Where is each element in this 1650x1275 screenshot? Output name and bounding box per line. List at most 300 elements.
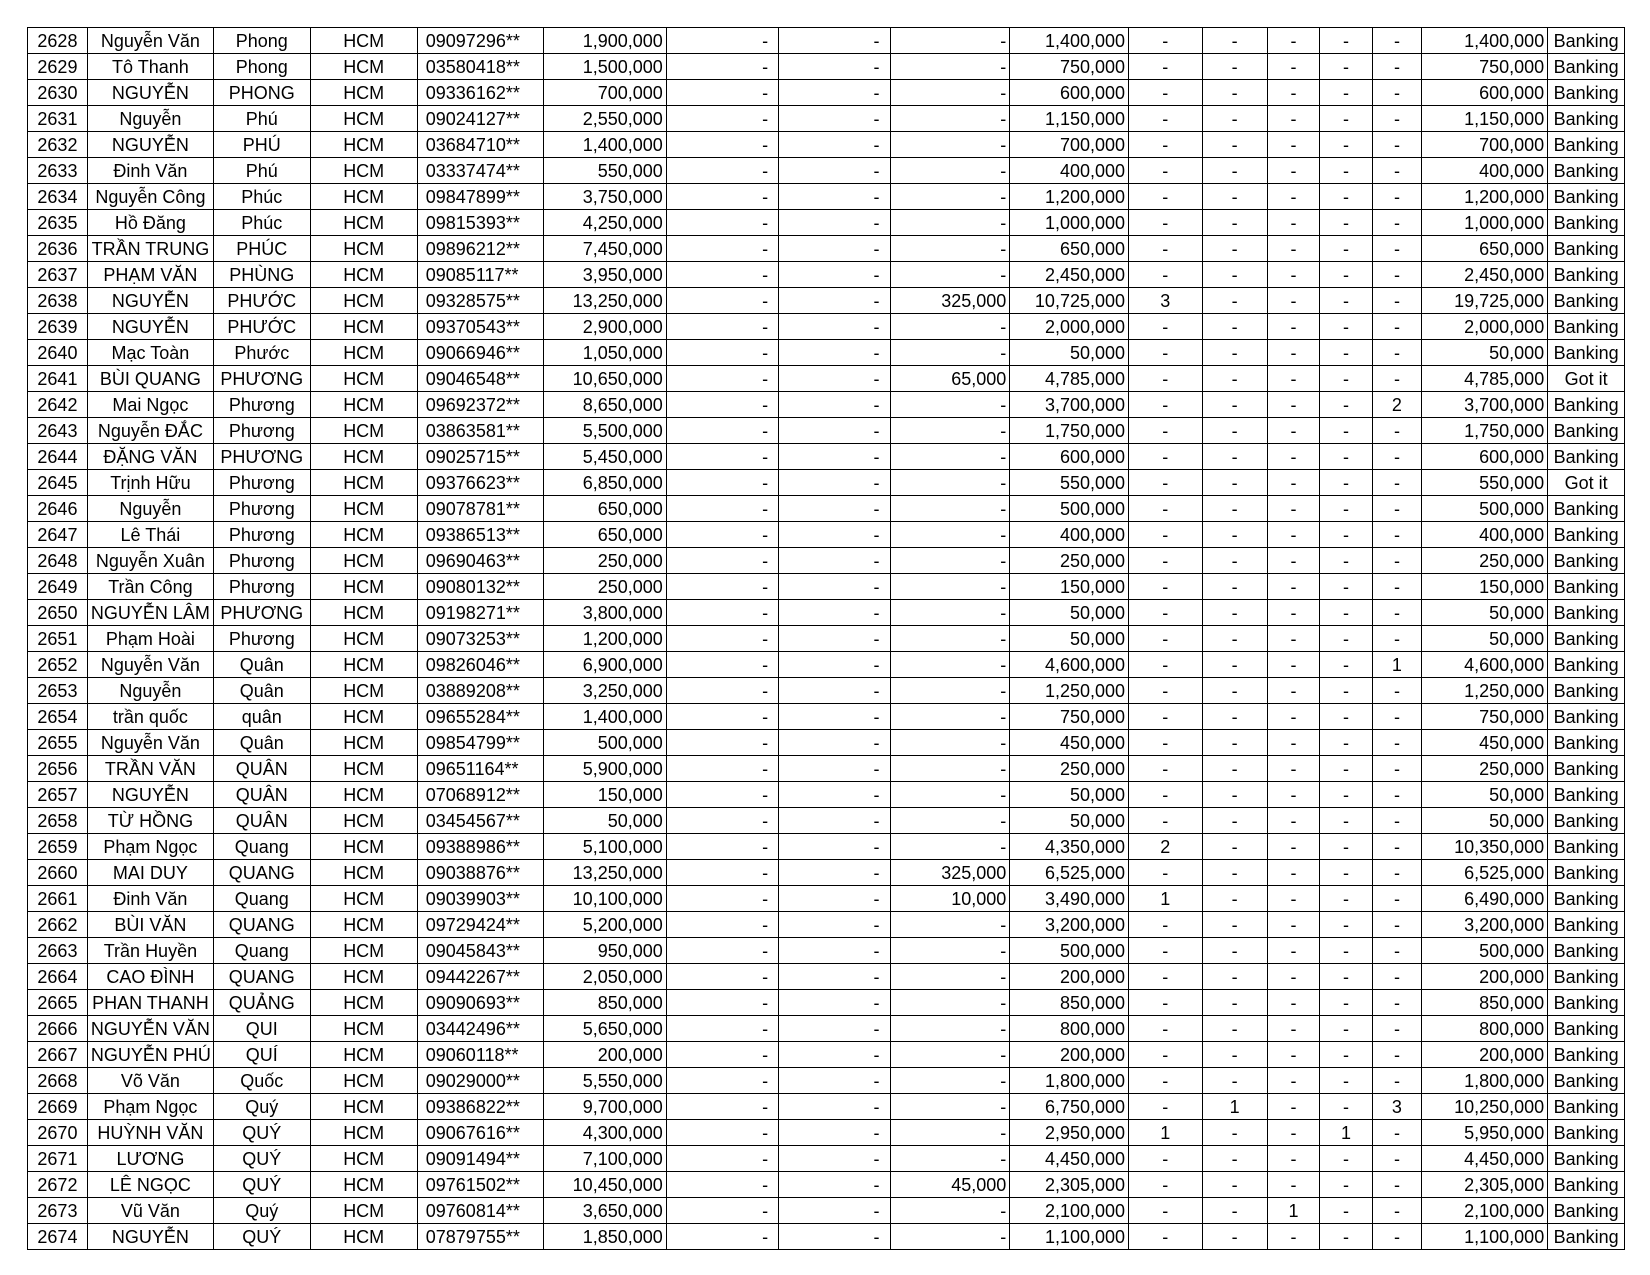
col-8-cell: - bbox=[779, 106, 890, 132]
extra-2-cell: - bbox=[1202, 236, 1267, 262]
given-name-cell: Quang bbox=[213, 886, 310, 912]
paid-amount-cell: 850,000 bbox=[1010, 990, 1129, 1016]
amount-cell: 1,200,000 bbox=[543, 626, 666, 652]
payment-method-cell: Banking bbox=[1548, 262, 1625, 288]
given-name-cell: QUÂN bbox=[213, 808, 310, 834]
extra-1-cell: - bbox=[1129, 756, 1203, 782]
phone-cell: 09376623** bbox=[417, 470, 543, 496]
extra-4-cell: - bbox=[1320, 730, 1373, 756]
extra-2-cell: - bbox=[1202, 54, 1267, 80]
extra-3-cell: - bbox=[1267, 80, 1320, 106]
payment-method-cell: Banking bbox=[1548, 756, 1625, 782]
extra-5-cell: - bbox=[1372, 600, 1421, 626]
table-row bbox=[28, 600, 1625, 626]
deduction-cell: - bbox=[890, 756, 1010, 782]
city-cell: HCM bbox=[310, 340, 417, 366]
payment-method-cell: Banking bbox=[1548, 1120, 1625, 1146]
row-number-cell: 2662 bbox=[28, 912, 88, 938]
extra-5-cell: - bbox=[1372, 834, 1421, 860]
table-row bbox=[28, 938, 1625, 964]
surname-cell: Nguyễn Xuân bbox=[87, 548, 213, 574]
total-cell: 50,000 bbox=[1422, 626, 1548, 652]
amount-cell: 850,000 bbox=[543, 990, 666, 1016]
phone-cell: 09078781** bbox=[417, 496, 543, 522]
city-cell: HCM bbox=[310, 704, 417, 730]
amount-cell: 5,450,000 bbox=[543, 444, 666, 470]
extra-1-cell: - bbox=[1129, 782, 1203, 808]
extra-5-cell: - bbox=[1372, 626, 1421, 652]
col-8-cell: - bbox=[779, 860, 890, 886]
extra-5-cell: - bbox=[1372, 782, 1421, 808]
city-cell: HCM bbox=[310, 652, 417, 678]
deduction-cell: - bbox=[890, 522, 1010, 548]
table-row bbox=[28, 1198, 1625, 1224]
extra-3-cell: - bbox=[1267, 756, 1320, 782]
city-cell: HCM bbox=[310, 574, 417, 600]
paid-amount-cell: 4,600,000 bbox=[1010, 652, 1129, 678]
amount-cell: 200,000 bbox=[543, 1042, 666, 1068]
given-name-cell: QUẢNG bbox=[213, 990, 310, 1016]
total-cell: 4,785,000 bbox=[1422, 366, 1548, 392]
extra-3-cell: - bbox=[1267, 652, 1320, 678]
deduction-cell: - bbox=[890, 236, 1010, 262]
phone-cell: 09039903** bbox=[417, 886, 543, 912]
extra-3-cell: - bbox=[1267, 522, 1320, 548]
payment-method-cell: Banking bbox=[1548, 1146, 1625, 1172]
extra-5-cell: - bbox=[1372, 990, 1421, 1016]
col-8-cell: - bbox=[779, 28, 890, 54]
col-7-cell: - bbox=[666, 1016, 778, 1042]
extra-4-cell: - bbox=[1320, 132, 1373, 158]
payment-method-cell: Banking bbox=[1548, 444, 1625, 470]
extra-5-cell: - bbox=[1372, 496, 1421, 522]
payment-method-cell: Banking bbox=[1548, 496, 1625, 522]
table-row bbox=[28, 808, 1625, 834]
paid-amount-cell: 500,000 bbox=[1010, 938, 1129, 964]
col-8-cell: - bbox=[779, 730, 890, 756]
extra-4-cell: - bbox=[1320, 80, 1373, 106]
deduction-cell: - bbox=[890, 782, 1010, 808]
table-row bbox=[28, 262, 1625, 288]
col-8-cell: - bbox=[779, 496, 890, 522]
surname-cell: NGUYỄN bbox=[87, 314, 213, 340]
extra-4-cell: - bbox=[1320, 1068, 1373, 1094]
col-7-cell: - bbox=[666, 548, 778, 574]
extra-2-cell: - bbox=[1202, 262, 1267, 288]
table-row bbox=[28, 1224, 1625, 1250]
amount-cell: 7,100,000 bbox=[543, 1146, 666, 1172]
phone-cell: 03580418** bbox=[417, 54, 543, 80]
given-name-cell: Phúc bbox=[213, 184, 310, 210]
deduction-cell: - bbox=[890, 574, 1010, 600]
extra-1-cell: - bbox=[1129, 548, 1203, 574]
extra-3-cell: - bbox=[1267, 392, 1320, 418]
col-8-cell: - bbox=[779, 678, 890, 704]
col-8-cell: - bbox=[779, 886, 890, 912]
row-number-cell: 2663 bbox=[28, 938, 88, 964]
paid-amount-cell: 500,000 bbox=[1010, 496, 1129, 522]
deduction-cell: - bbox=[890, 652, 1010, 678]
amount-cell: 5,100,000 bbox=[543, 834, 666, 860]
amount-cell: 3,650,000 bbox=[543, 1198, 666, 1224]
row-number-cell: 2645 bbox=[28, 470, 88, 496]
payment-method-cell: Banking bbox=[1548, 54, 1625, 80]
extra-2-cell: - bbox=[1202, 860, 1267, 886]
amount-cell: 9,700,000 bbox=[543, 1094, 666, 1120]
col-7-cell: - bbox=[666, 860, 778, 886]
col-7-cell: - bbox=[666, 288, 778, 314]
extra-3-cell: - bbox=[1267, 314, 1320, 340]
extra-3-cell: - bbox=[1267, 1094, 1320, 1120]
deduction-cell: - bbox=[890, 184, 1010, 210]
amount-cell: 5,200,000 bbox=[543, 912, 666, 938]
amount-cell: 4,300,000 bbox=[543, 1120, 666, 1146]
extra-1-cell: - bbox=[1129, 574, 1203, 600]
extra-3-cell: - bbox=[1267, 236, 1320, 262]
amount-cell: 500,000 bbox=[543, 730, 666, 756]
extra-1-cell: - bbox=[1129, 938, 1203, 964]
row-number-cell: 2674 bbox=[28, 1224, 88, 1250]
extra-2-cell: - bbox=[1202, 470, 1267, 496]
phone-cell: 09826046** bbox=[417, 652, 543, 678]
col-8-cell: - bbox=[779, 522, 890, 548]
extra-5-cell: - bbox=[1372, 1120, 1421, 1146]
extra-4-cell: - bbox=[1320, 1016, 1373, 1042]
extra-4-cell: - bbox=[1320, 236, 1373, 262]
extra-3-cell: - bbox=[1267, 1120, 1320, 1146]
row-number-cell: 2628 bbox=[28, 28, 88, 54]
payment-method-cell: Got it bbox=[1548, 366, 1625, 392]
col-8-cell: - bbox=[779, 782, 890, 808]
extra-1-cell: - bbox=[1129, 626, 1203, 652]
extra-2-cell: - bbox=[1202, 938, 1267, 964]
amount-cell: 950,000 bbox=[543, 938, 666, 964]
col-7-cell: - bbox=[666, 1068, 778, 1094]
total-cell: 3,200,000 bbox=[1422, 912, 1548, 938]
col-7-cell: - bbox=[666, 314, 778, 340]
amount-cell: 5,900,000 bbox=[543, 756, 666, 782]
row-number-cell: 2654 bbox=[28, 704, 88, 730]
phone-cell: 09692372** bbox=[417, 392, 543, 418]
city-cell: HCM bbox=[310, 860, 417, 886]
deduction-cell: - bbox=[890, 1120, 1010, 1146]
amount-cell: 10,100,000 bbox=[543, 886, 666, 912]
phone-cell: 09815393** bbox=[417, 210, 543, 236]
extra-2-cell: - bbox=[1202, 990, 1267, 1016]
surname-cell: NGUYỄN LÂM bbox=[87, 600, 213, 626]
table-row bbox=[28, 418, 1625, 444]
payment-method-cell: Banking bbox=[1548, 210, 1625, 236]
total-cell: 600,000 bbox=[1422, 444, 1548, 470]
phone-cell: 09025715** bbox=[417, 444, 543, 470]
col-7-cell: - bbox=[666, 444, 778, 470]
extra-2-cell: - bbox=[1202, 184, 1267, 210]
payment-method-cell: Banking bbox=[1548, 1068, 1625, 1094]
amount-cell: 7,450,000 bbox=[543, 236, 666, 262]
extra-4-cell: - bbox=[1320, 678, 1373, 704]
city-cell: HCM bbox=[310, 782, 417, 808]
phone-cell: 03442496** bbox=[417, 1016, 543, 1042]
payment-method-cell: Banking bbox=[1548, 574, 1625, 600]
table-row bbox=[28, 1016, 1625, 1042]
table-row bbox=[28, 1172, 1625, 1198]
paid-amount-cell: 450,000 bbox=[1010, 730, 1129, 756]
surname-cell: NGUYỄN bbox=[87, 132, 213, 158]
extra-2-cell: - bbox=[1202, 522, 1267, 548]
city-cell: HCM bbox=[310, 444, 417, 470]
extra-3-cell: - bbox=[1267, 834, 1320, 860]
given-name-cell: quân bbox=[213, 704, 310, 730]
paid-amount-cell: 200,000 bbox=[1010, 1042, 1129, 1068]
table-row bbox=[28, 548, 1625, 574]
extra-4-cell: - bbox=[1320, 808, 1373, 834]
amount-cell: 2,050,000 bbox=[543, 964, 666, 990]
col-7-cell: - bbox=[666, 1198, 778, 1224]
surname-cell: BÙI VĂN bbox=[87, 912, 213, 938]
extra-3-cell: - bbox=[1267, 574, 1320, 600]
surname-cell: Nguyễn ĐẮC bbox=[87, 418, 213, 444]
amount-cell: 6,900,000 bbox=[543, 652, 666, 678]
deduction-cell: - bbox=[890, 678, 1010, 704]
col-8-cell: - bbox=[779, 1068, 890, 1094]
col-8-cell: - bbox=[779, 912, 890, 938]
amount-cell: 2,900,000 bbox=[543, 314, 666, 340]
city-cell: HCM bbox=[310, 184, 417, 210]
phone-cell: 09073253** bbox=[417, 626, 543, 652]
extra-4-cell: - bbox=[1320, 522, 1373, 548]
extra-3-cell: - bbox=[1267, 340, 1320, 366]
extra-1-cell: - bbox=[1129, 314, 1203, 340]
col-8-cell: - bbox=[779, 418, 890, 444]
extra-5-cell: - bbox=[1372, 132, 1421, 158]
col-8-cell: - bbox=[779, 236, 890, 262]
paid-amount-cell: 10,725,000 bbox=[1010, 288, 1129, 314]
extra-4-cell: - bbox=[1320, 652, 1373, 678]
extra-4-cell: - bbox=[1320, 1224, 1373, 1250]
given-name-cell: Quý bbox=[213, 1198, 310, 1224]
extra-1-cell: - bbox=[1129, 366, 1203, 392]
row-number-cell: 2649 bbox=[28, 574, 88, 600]
given-name-cell: PHƯƠNG bbox=[213, 366, 310, 392]
given-name-cell: Phương bbox=[213, 548, 310, 574]
payment-method-cell: Banking bbox=[1548, 340, 1625, 366]
paid-amount-cell: 250,000 bbox=[1010, 548, 1129, 574]
total-cell: 1,150,000 bbox=[1422, 106, 1548, 132]
extra-5-cell: 2 bbox=[1372, 392, 1421, 418]
given-name-cell: QUANG bbox=[213, 964, 310, 990]
table-row bbox=[28, 626, 1625, 652]
col-8-cell: - bbox=[779, 470, 890, 496]
city-cell: HCM bbox=[310, 314, 417, 340]
extra-1-cell: - bbox=[1129, 236, 1203, 262]
paid-amount-cell: 2,450,000 bbox=[1010, 262, 1129, 288]
deduction-cell: - bbox=[890, 1146, 1010, 1172]
extra-2-cell: - bbox=[1202, 28, 1267, 54]
amount-cell: 1,900,000 bbox=[543, 28, 666, 54]
extra-1-cell: - bbox=[1129, 106, 1203, 132]
col-7-cell: - bbox=[666, 470, 778, 496]
surname-cell: LƯƠNG bbox=[87, 1146, 213, 1172]
col-7-cell: - bbox=[666, 392, 778, 418]
extra-1-cell: - bbox=[1129, 262, 1203, 288]
city-cell: HCM bbox=[310, 756, 417, 782]
deduction-cell: - bbox=[890, 912, 1010, 938]
extra-5-cell: - bbox=[1372, 262, 1421, 288]
extra-3-cell: - bbox=[1267, 54, 1320, 80]
row-number-cell: 2653 bbox=[28, 678, 88, 704]
given-name-cell: Phong bbox=[213, 54, 310, 80]
deduction-cell: - bbox=[890, 80, 1010, 106]
given-name-cell: PHƯƠNG bbox=[213, 444, 310, 470]
paid-amount-cell: 1,800,000 bbox=[1010, 1068, 1129, 1094]
payment-method-cell: Banking bbox=[1548, 1042, 1625, 1068]
city-cell: HCM bbox=[310, 236, 417, 262]
deduction-cell: - bbox=[890, 1224, 1010, 1250]
extra-2-cell: - bbox=[1202, 808, 1267, 834]
extra-5-cell: - bbox=[1372, 1198, 1421, 1224]
surname-cell: Nguyễn Văn bbox=[87, 652, 213, 678]
payment-method-cell: Banking bbox=[1548, 860, 1625, 886]
table-row bbox=[28, 1042, 1625, 1068]
surname-cell: Tô Thanh bbox=[87, 54, 213, 80]
extra-3-cell: - bbox=[1267, 600, 1320, 626]
amount-cell: 5,550,000 bbox=[543, 1068, 666, 1094]
col-8-cell: - bbox=[779, 340, 890, 366]
extra-2-cell: - bbox=[1202, 1016, 1267, 1042]
deduction-cell: - bbox=[890, 132, 1010, 158]
given-name-cell: Quốc bbox=[213, 1068, 310, 1094]
extra-4-cell: - bbox=[1320, 28, 1373, 54]
city-cell: HCM bbox=[310, 964, 417, 990]
extra-5-cell: - bbox=[1372, 1068, 1421, 1094]
extra-5-cell: - bbox=[1372, 470, 1421, 496]
paid-amount-cell: 50,000 bbox=[1010, 782, 1129, 808]
col-7-cell: - bbox=[666, 1146, 778, 1172]
col-8-cell: - bbox=[779, 834, 890, 860]
amount-cell: 150,000 bbox=[543, 782, 666, 808]
amount-cell: 3,750,000 bbox=[543, 184, 666, 210]
phone-cell: 09066946** bbox=[417, 340, 543, 366]
extra-2-cell: - bbox=[1202, 314, 1267, 340]
extra-4-cell: - bbox=[1320, 54, 1373, 80]
total-cell: 600,000 bbox=[1422, 80, 1548, 106]
extra-5-cell: - bbox=[1372, 1016, 1421, 1042]
col-8-cell: - bbox=[779, 1224, 890, 1250]
paid-amount-cell: 1,250,000 bbox=[1010, 678, 1129, 704]
extra-4-cell: - bbox=[1320, 210, 1373, 236]
extra-3-cell: - bbox=[1267, 106, 1320, 132]
table-row bbox=[28, 730, 1625, 756]
row-number-cell: 2629 bbox=[28, 54, 88, 80]
extra-1-cell: - bbox=[1129, 1146, 1203, 1172]
row-number-cell: 2636 bbox=[28, 236, 88, 262]
phone-cell: 09760814** bbox=[417, 1198, 543, 1224]
extra-4-cell: - bbox=[1320, 548, 1373, 574]
surname-cell: TRẦN VĂN bbox=[87, 756, 213, 782]
payment-method-cell: Banking bbox=[1548, 80, 1625, 106]
row-number-cell: 2657 bbox=[28, 782, 88, 808]
col-8-cell: - bbox=[779, 288, 890, 314]
deduction-cell: - bbox=[890, 548, 1010, 574]
extra-3-cell: - bbox=[1267, 808, 1320, 834]
extra-1-cell: - bbox=[1129, 54, 1203, 80]
col-7-cell: - bbox=[666, 574, 778, 600]
col-7-cell: - bbox=[666, 522, 778, 548]
paid-amount-cell: 250,000 bbox=[1010, 756, 1129, 782]
row-number-cell: 2661 bbox=[28, 886, 88, 912]
extra-5-cell: - bbox=[1372, 444, 1421, 470]
phone-cell: 03454567** bbox=[417, 808, 543, 834]
deduction-cell: - bbox=[890, 808, 1010, 834]
phone-cell: 09729424** bbox=[417, 912, 543, 938]
deduction-cell: - bbox=[890, 262, 1010, 288]
city-cell: HCM bbox=[310, 418, 417, 444]
table-row bbox=[28, 392, 1625, 418]
payment-method-cell: Banking bbox=[1548, 834, 1625, 860]
col-7-cell: - bbox=[666, 756, 778, 782]
extra-4-cell: - bbox=[1320, 782, 1373, 808]
given-name-cell: QUÝ bbox=[213, 1172, 310, 1198]
surname-cell: ĐẶNG VĂN bbox=[87, 444, 213, 470]
paid-amount-cell: 1,000,000 bbox=[1010, 210, 1129, 236]
table-row bbox=[28, 1120, 1625, 1146]
row-number-cell: 2643 bbox=[28, 418, 88, 444]
extra-5-cell: - bbox=[1372, 1224, 1421, 1250]
extra-3-cell: - bbox=[1267, 496, 1320, 522]
total-cell: 250,000 bbox=[1422, 548, 1548, 574]
extra-1-cell: - bbox=[1129, 652, 1203, 678]
extra-3-cell: - bbox=[1267, 626, 1320, 652]
given-name-cell: Phong bbox=[213, 28, 310, 54]
extra-1-cell: - bbox=[1129, 392, 1203, 418]
extra-2-cell: - bbox=[1202, 496, 1267, 522]
extra-5-cell: - bbox=[1372, 210, 1421, 236]
payment-method-cell: Banking bbox=[1548, 626, 1625, 652]
extra-5-cell: - bbox=[1372, 418, 1421, 444]
deduction-cell: - bbox=[890, 496, 1010, 522]
surname-cell: PHẠM VĂN bbox=[87, 262, 213, 288]
table-row bbox=[28, 236, 1625, 262]
table-row bbox=[28, 1068, 1625, 1094]
amount-cell: 1,500,000 bbox=[543, 54, 666, 80]
table-row bbox=[28, 704, 1625, 730]
amount-cell: 2,550,000 bbox=[543, 106, 666, 132]
total-cell: 150,000 bbox=[1422, 574, 1548, 600]
extra-3-cell: - bbox=[1267, 548, 1320, 574]
col-7-cell: - bbox=[666, 1224, 778, 1250]
extra-4-cell: - bbox=[1320, 314, 1373, 340]
deduction-cell: - bbox=[890, 158, 1010, 184]
extra-2-cell: - bbox=[1202, 782, 1267, 808]
extra-3-cell: - bbox=[1267, 886, 1320, 912]
table-row bbox=[28, 470, 1625, 496]
extra-5-cell: - bbox=[1372, 54, 1421, 80]
city-cell: HCM bbox=[310, 1146, 417, 1172]
col-7-cell: - bbox=[666, 964, 778, 990]
col-7-cell: - bbox=[666, 184, 778, 210]
records-table bbox=[27, 27, 1625, 1250]
table-row bbox=[28, 1146, 1625, 1172]
deduction-cell: - bbox=[890, 600, 1010, 626]
given-name-cell: Phương bbox=[213, 392, 310, 418]
extra-2-cell: - bbox=[1202, 1224, 1267, 1250]
deduction-cell: - bbox=[890, 1016, 1010, 1042]
surname-cell: Mai Ngọc bbox=[87, 392, 213, 418]
paid-amount-cell: 2,950,000 bbox=[1010, 1120, 1129, 1146]
extra-2-cell: - bbox=[1202, 1198, 1267, 1224]
extra-1-cell: - bbox=[1129, 210, 1203, 236]
given-name-cell: Phương bbox=[213, 626, 310, 652]
